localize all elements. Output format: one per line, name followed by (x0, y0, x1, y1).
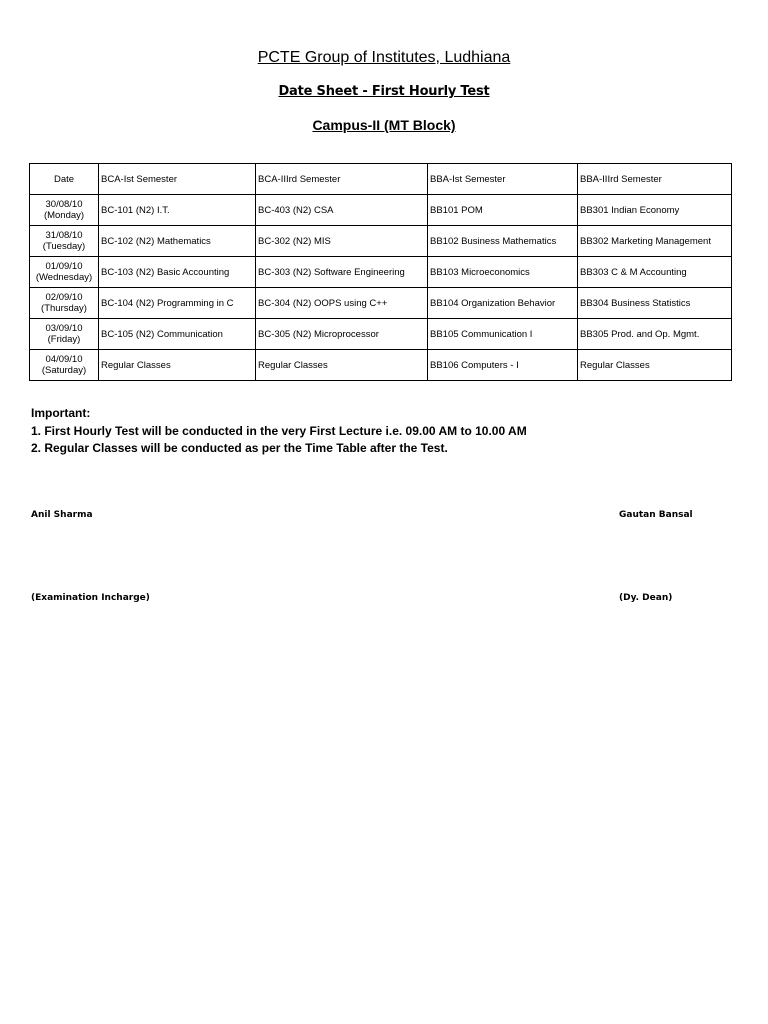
table-header-row (30, 164, 732, 195)
signatory-left-name: Anil Sharma (31, 510, 93, 520)
signatory-right-role: (Dy. Dean) (619, 593, 673, 603)
signatory-right-name: Gautan Bansal (619, 510, 693, 520)
important-line-2: 2. Regular Classes will be conducted as per the Time Table after the Test. (31, 441, 448, 455)
date-value: 03/09/10 (45, 323, 83, 334)
date-value: 01/09/10 (45, 261, 83, 272)
table-row (30, 350, 732, 381)
date-value: 30/08/10 (45, 199, 83, 210)
table-cell: BC-104 (N2) Programming in C (99, 288, 256, 319)
day-value: (Thursday) (41, 303, 87, 314)
important-notes (31, 405, 527, 458)
table-row (30, 257, 732, 288)
table-row (30, 288, 732, 319)
table-cell: BC-102 (N2) Mathematics (99, 226, 256, 257)
header-bca-3: BCA-IIIrd Semester (256, 164, 428, 195)
table-cell: BB302 Marketing Management (578, 226, 732, 257)
table-cell: Regular Classes (99, 350, 256, 381)
important-heading: Important: (31, 406, 91, 420)
table-cell: BC-302 (N2) MIS (256, 226, 428, 257)
table-cell: BC-403 (N2) CSA (256, 195, 428, 226)
table-cell: BB102 Business Mathematics (428, 226, 578, 257)
table-row (30, 226, 732, 257)
table-cell: BC-303 (N2) Software Engineering (256, 257, 428, 288)
date-cell (30, 195, 99, 226)
date-cell (30, 350, 99, 381)
campus-heading: Campus-II (MT Block) (312, 117, 456, 133)
header-bba-1: BBA-Ist Semester (428, 164, 578, 195)
table-cell: BC-105 (N2) Communication (99, 319, 256, 350)
table-cell: BB105 Communication I (428, 319, 578, 350)
date-value: 31/08/10 (45, 230, 83, 241)
day-value: (Friday) (47, 334, 81, 345)
table-cell: BB304 Business Statistics (578, 288, 732, 319)
table-row (30, 195, 732, 226)
date-cell (30, 288, 99, 319)
table-cell: BB305 Prod. and Op. Mgmt. (578, 319, 732, 350)
date-cell (30, 226, 99, 257)
table-cell: BB301 Indian Economy (578, 195, 732, 226)
table-row (30, 319, 732, 350)
date-cell (30, 319, 99, 350)
table-cell: BB104 Organization Behavior (428, 288, 578, 319)
date-cell (30, 257, 99, 288)
day-value: (Monday) (43, 210, 85, 221)
important-line-1: 1. First Hourly Test will be conducted in the very First Lecture i.e. 09.00 AM to 10.00 AM (31, 423, 527, 438)
table-cell: BB303 C & M Accounting (578, 257, 732, 288)
table-cell: BC-103 (N2) Basic Accounting (99, 257, 256, 288)
table-cell: BC-305 (N2) Microprocessor (256, 319, 428, 350)
day-value: (Wednesday) (35, 272, 93, 283)
header-date: Date (30, 164, 99, 195)
table-cell: Regular Classes (578, 350, 732, 381)
table-cell: BB101 POM (428, 195, 578, 226)
page-title: PCTE Group of Institutes, Ludhiana (257, 49, 511, 66)
table-cell: BC-304 (N2) OOPS using C++ (256, 288, 428, 319)
date-sheet-subtitle: Date Sheet - First Hourly Test (278, 84, 490, 99)
table-cell: BC-101 (N2) I.T. (99, 195, 256, 226)
date-sheet-table (29, 163, 732, 381)
header-bba-3: BBA-IIIrd Semester (578, 164, 732, 195)
signatory-left-role: (Examination Incharge) (31, 593, 150, 603)
table-cell: Regular Classes (256, 350, 428, 381)
table-cell: BB106 Computers - I (428, 350, 578, 381)
day-value: (Saturday) (41, 365, 87, 376)
date-value: 04/09/10 (45, 354, 83, 365)
table-cell: BB103 Microeconomics (428, 257, 578, 288)
date-value: 02/09/10 (45, 292, 83, 303)
header-bca-1: BCA-Ist Semester (99, 164, 256, 195)
day-value: (Tuesday) (42, 241, 86, 252)
